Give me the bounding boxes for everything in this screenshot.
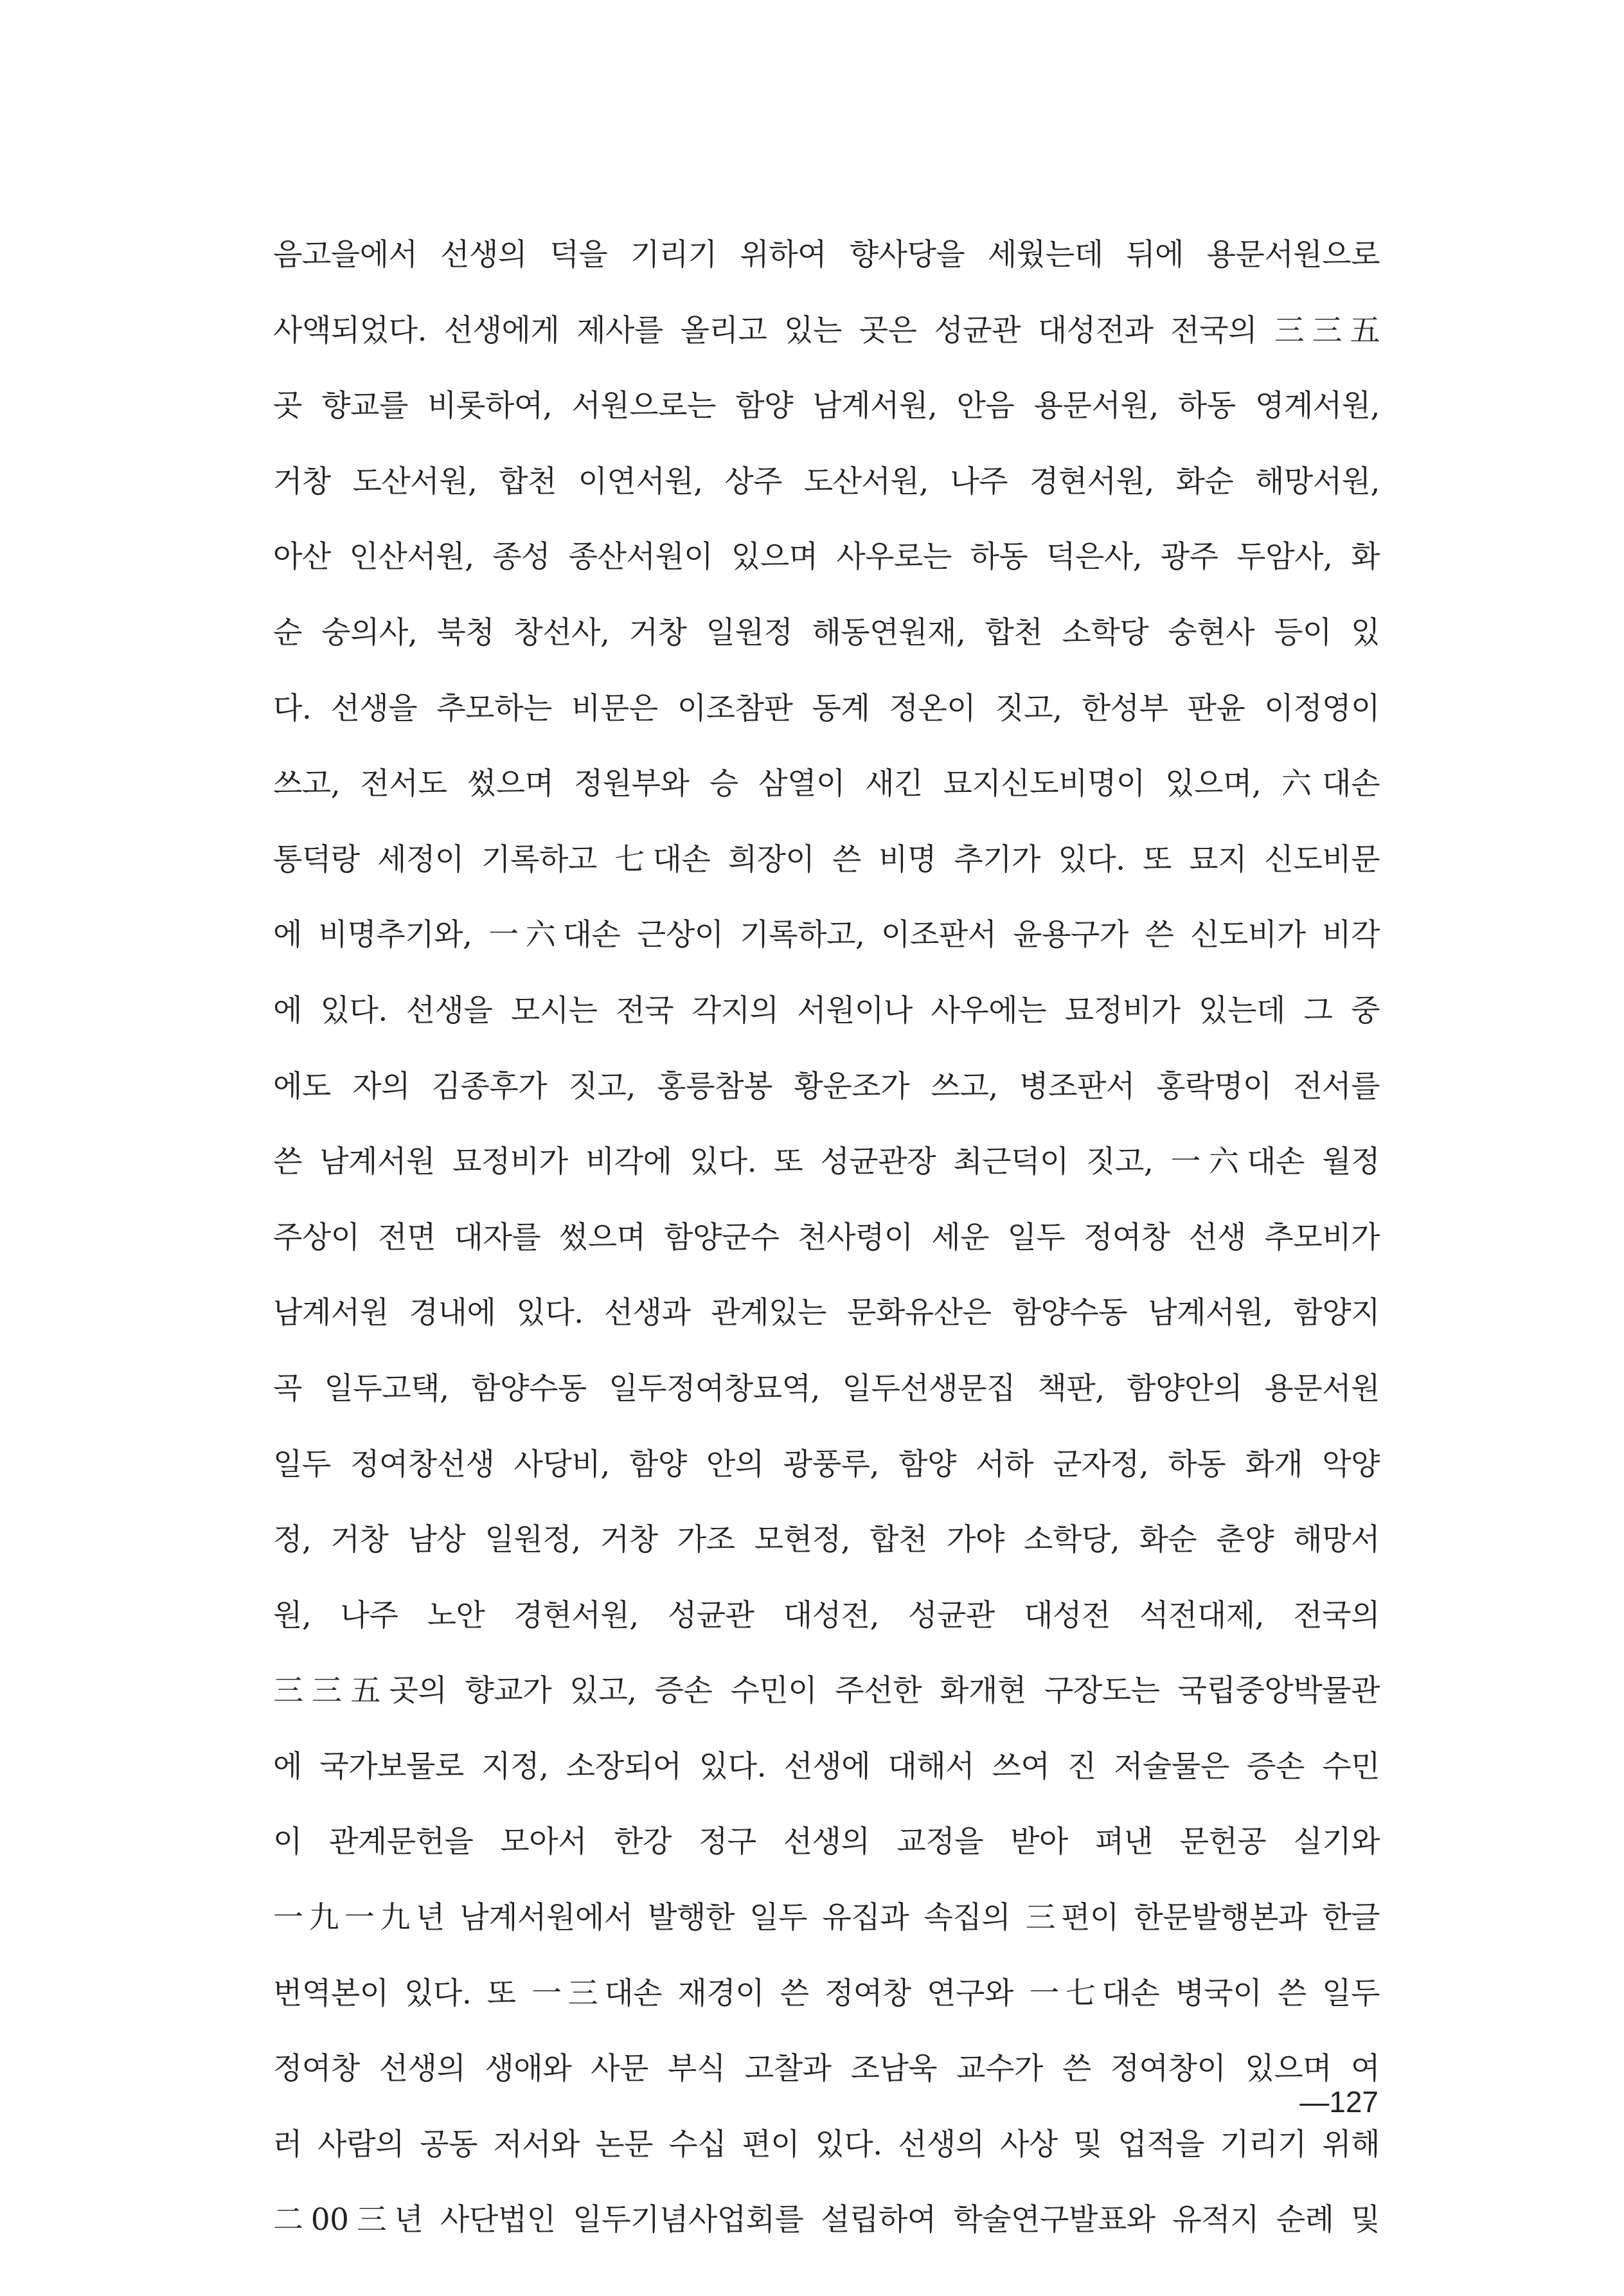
text-line: 번역본이 있다. 또 一三대손 재경이 쓴 정여창 연구와 一七대손 병국이 쓴 일두 — [273, 1975, 1380, 2011]
text-line: 곡 일두고택, 함양수동 일두정여창묘역, 일두선생문집 책판, 함양안의 용문서원 — [273, 1370, 1380, 1406]
text-line: 거창 도산서원, 합천 이연서원, 상주 도산서원, 나주 경현서원, 화순 해망서원, — [273, 463, 1380, 499]
page-number: —127 — [1299, 2085, 1379, 2119]
text-line: 에 비명추기와, 一六대손 근상이 기록하고, 이조판서 윤용구가 쓴 신도비가 비각 — [273, 917, 1380, 953]
text-line: 러 사람의 공동 저서와 논문 수십 편이 있다. 선생의 사상 및 업적을 기리기 위해 — [273, 2126, 1380, 2162]
text-line: 주상이 전면 대자를 썼으며 함양군수 천사령이 세운 일두 정여창 선생 추모비가 — [273, 1219, 1380, 1255]
text-line: 쓰고, 전서도 썼으며 정원부와 승 삼열이 새긴 묘지신도비명이 있으며, 六대손 — [273, 766, 1380, 802]
text-line: 二00三년 사단법인 일두기념사업회를 설립하여 학술연구발표와 유적지 순례 및 — [273, 2202, 1380, 2238]
body-text — [273, 217, 1380, 2258]
text-line: 三三五곳의 향교가 있고, 증손 수민이 주선한 화개현 구장도는 국립중앙박물관 — [273, 1673, 1380, 1709]
text-line: 일두 정여창선생 사당비, 함양 안의 광풍루, 함양 서하 군자정, 하동 화개 악양 — [273, 1446, 1380, 1482]
text-line: 곳 향교를 비롯하여, 서원으로는 함양 남계서원, 안음 용문서원, 하동 영계서원, — [273, 388, 1380, 424]
text-line: 에 있다. 선생을 모시는 전국 각지의 서원이나 사우에는 묘정비가 있는데 그 중 — [273, 992, 1380, 1028]
text-line: 이 관계문헌을 모아서 한강 정구 선생의 교정을 받아 펴낸 문헌공 실기와 — [273, 1824, 1380, 1860]
text-line: 정, 거창 남상 일원정, 거창 가조 모현정, 합천 가야 소학당, 화순 춘양 해망서 — [273, 1522, 1380, 1558]
text-line: 통덕랑 세정이 기록하고 七대손 희장이 쓴 비명 추기가 있다. 또 묘지 신도비문 — [273, 841, 1380, 877]
text-line: 순 숭의사, 북청 창선사, 거창 일원정 해동연원재, 합천 소학당 숭현사 등이 있 — [273, 614, 1380, 650]
text-line: 쓴 남계서원 묘정비가 비각에 있다. 또 성균관장 최근덕이 짓고, 一六대손 월정 — [273, 1144, 1380, 1180]
text-line: 정여창 선생의 생애와 사문 부식 고찰과 조남욱 교수가 쓴 정여창이 있으며 여 — [273, 2051, 1380, 2087]
text-line: 一九一九년 남계서원에서 발행한 일두 유집과 속집의 三편이 한문발행본과 한글 — [273, 1900, 1380, 1936]
text-line: 다. 선생을 추모하는 비문은 이조참판 동계 정온이 짓고, 한성부 판윤 이정영이 — [273, 690, 1380, 726]
text-line: 에 국가보물로 지정, 소장되어 있다. 선생에 대해서 쓰여 진 저술물은 증손 수민 — [273, 1748, 1380, 1784]
text-line: 음고을에서 선생의 덕을 기리기 위하여 향사당을 세웠는데 뒤에 용문서원으로 — [273, 237, 1380, 273]
text-line: 사액되었다. 선생에게 제사를 올리고 있는 곳은 성균관 대성전과 전국의 三三五 — [273, 312, 1380, 348]
text-line: 원, 나주 노안 경현서원, 성균관 대성전, 성균관 대성전 석전대제, 전국의 — [273, 1597, 1380, 1633]
text-line: 에도 자의 김종후가 짓고, 홍릉참봉 황운조가 쓰고, 병조판서 홍락명이 전서를 — [273, 1068, 1380, 1104]
text-line: 남계서원 경내에 있다. 선생과 관계있는 문화유산은 함양수동 남계서원, 함양지 — [273, 1295, 1380, 1331]
text-line: 아산 인산서원, 종성 종산서원이 있으며 사우로는 하동 덕은사, 광주 두암사, 화 — [273, 539, 1380, 575]
